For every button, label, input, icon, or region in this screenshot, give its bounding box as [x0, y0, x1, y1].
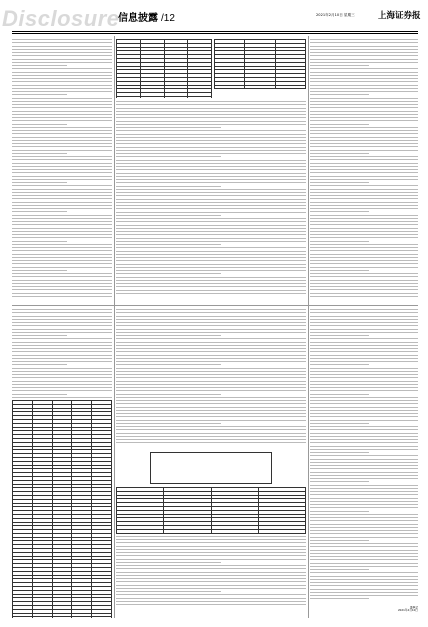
table-row — [215, 85, 306, 89]
text-line — [310, 597, 369, 600]
table-block-a — [116, 38, 212, 98]
table-cell — [32, 617, 52, 618]
text-line — [12, 396, 112, 399]
column-1-text — [12, 38, 112, 298]
org-diagram — [150, 452, 272, 484]
signoff — [360, 606, 418, 618]
table-row — [117, 96, 212, 98]
column-2-bottom-text — [116, 308, 306, 445]
column-4-bottom — [310, 308, 418, 608]
table-cell — [211, 529, 258, 533]
table-cell — [13, 617, 33, 618]
column-2-body — [116, 100, 306, 300]
column-rule — [114, 36, 115, 618]
column-4-top — [310, 38, 418, 301]
text-line — [116, 441, 306, 444]
data-table-c — [116, 487, 306, 534]
section-title — [118, 9, 175, 24]
column-2-bottom — [116, 308, 306, 448]
column-2-tail-text — [116, 535, 306, 607]
table-cell — [164, 529, 211, 533]
table-cell — [275, 85, 305, 89]
table-cell — [258, 529, 305, 533]
table-cell — [215, 85, 245, 89]
column-1-top — [12, 38, 112, 303]
signoff-line-2: 2021年2月10日 — [397, 608, 418, 613]
table-block-b — [214, 38, 306, 98]
column-4-text — [310, 38, 418, 298]
text-line — [116, 603, 306, 606]
table-cell — [188, 96, 212, 98]
column-1-bottom-text — [12, 308, 112, 399]
text-line — [116, 292, 306, 295]
table-row — [13, 617, 112, 618]
table-cell — [72, 617, 92, 618]
section-name: 信息披露 — [118, 13, 158, 24]
column-1-bottom — [12, 308, 112, 618]
column-2-text — [116, 100, 306, 295]
dateline: 2021年2月10日 星期三 — [316, 13, 355, 17]
table-cell — [164, 96, 188, 98]
newspaper-name: 上海证券报 — [378, 10, 421, 20]
long-data-table — [12, 400, 112, 618]
table-cell — [140, 96, 164, 98]
table-cell — [245, 85, 275, 89]
table-cell — [117, 96, 141, 98]
column-2-tables — [116, 486, 306, 618]
text-line — [12, 295, 112, 298]
table-cell — [52, 617, 72, 618]
data-table-b — [214, 39, 306, 89]
masthead-rule-thin — [12, 33, 418, 34]
section-divider — [12, 305, 418, 306]
column-4-bottom-text — [310, 308, 418, 601]
signoff-line-1: 董事会 — [409, 606, 418, 609]
table-row — [117, 529, 306, 533]
column-rule — [308, 36, 309, 618]
table-cell — [92, 617, 112, 618]
text-line — [310, 295, 418, 298]
brand-wordmark: Disclosure — [2, 6, 120, 31]
page-number: /12 — [161, 13, 175, 24]
data-table-a — [116, 39, 212, 98]
table-cell — [117, 529, 164, 533]
